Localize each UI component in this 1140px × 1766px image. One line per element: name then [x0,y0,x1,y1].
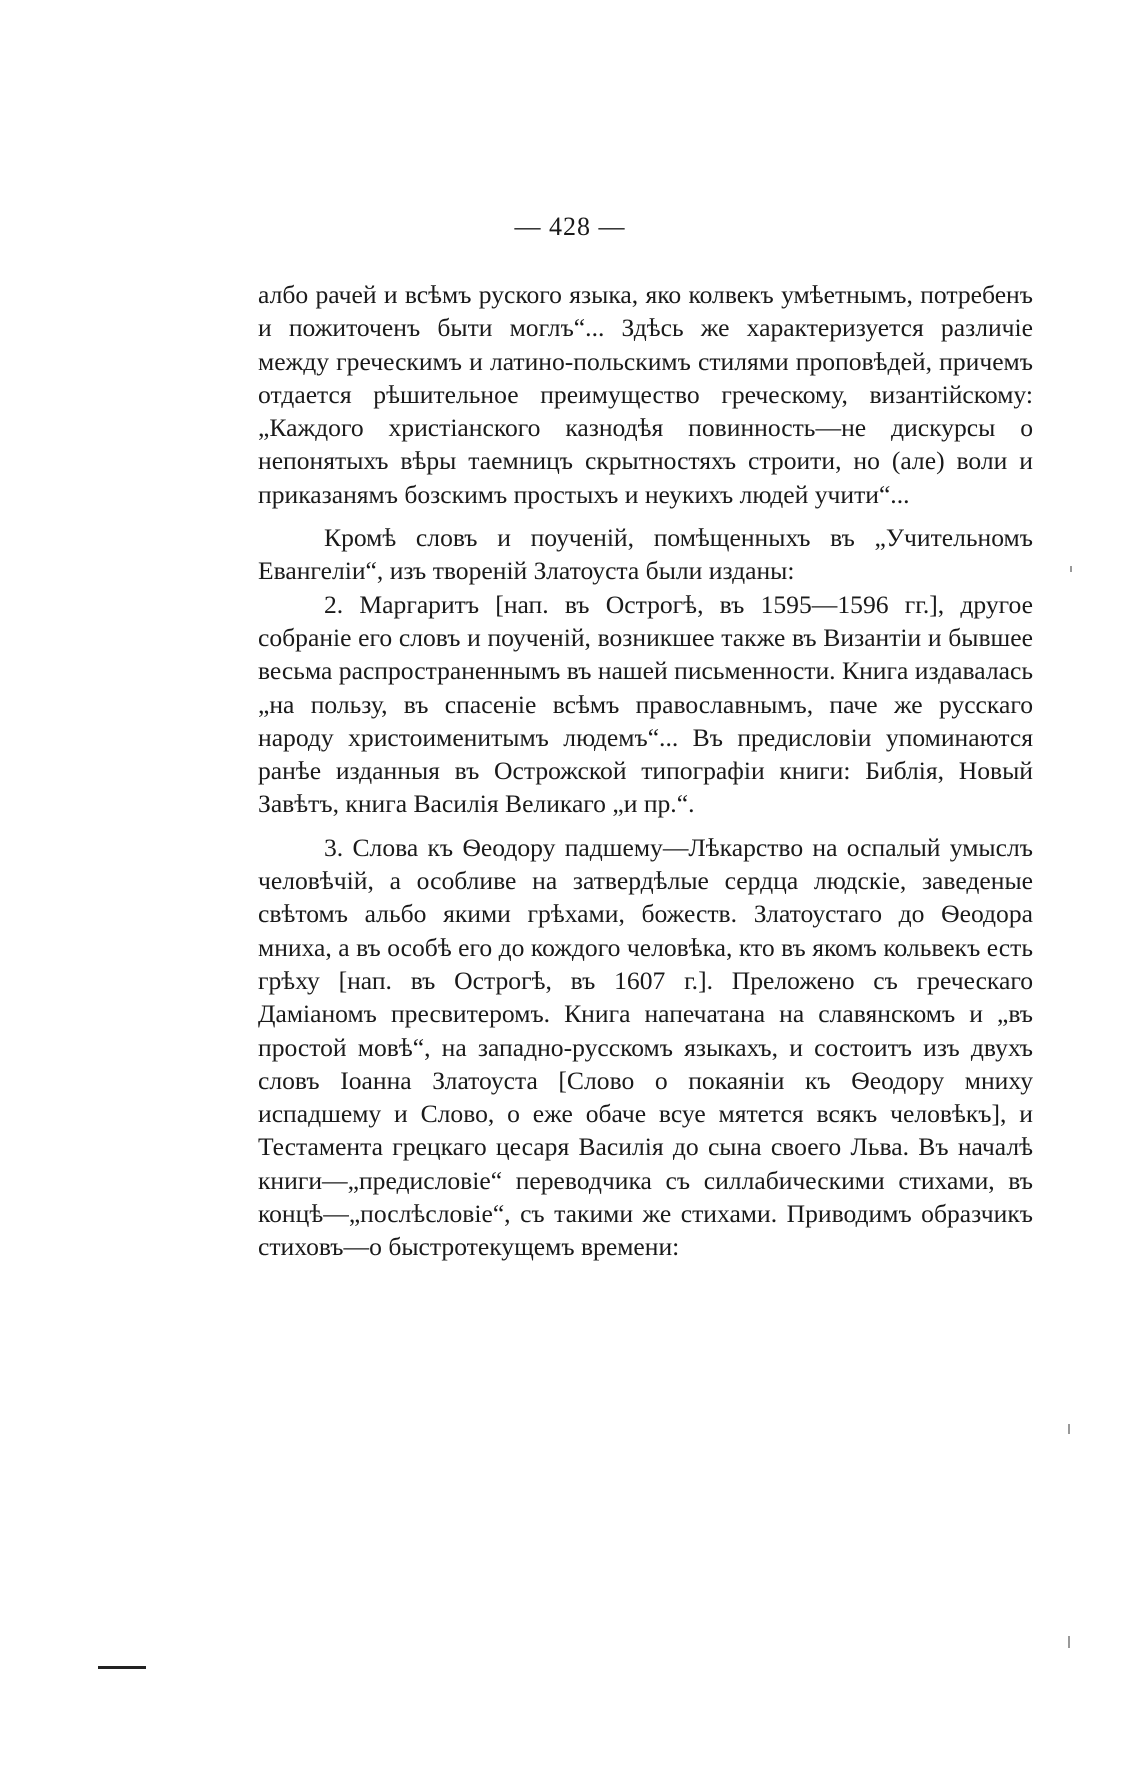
margin-rule-mark [98,1666,146,1669]
paragraph: 2. Маргаритъ [нап. въ Острогѣ, въ 1595—1596 гг.], другое собраніе его словъ и поученій, возникшее также въ Византіи и бывшее весьма распространеннымъ въ нашей письменности. Книга издавалась „на пользу, въ спасеніе всѣмъ православнымъ, паче же русскаго народу христоименитымъ людемъ“... Въ предисловіи упоминаются ранѣе изданныя въ Острожской типографіи книги: Библія, Новый Завѣтъ, книга Василія Великаго „и пр.“. [258,589,1033,819]
paragraph: албо рачей и всѣмъ руского языка, яко колвекъ умѣетнымъ, потребенъ и пожиточенъ быти моглъ“... Здѣсь же характеризуется различіе между греческимъ и латино-польскимъ стилями проповѣдей, причемъ отдается рѣшительное преимущество греческому, византійскому: „Каждого христіанского казнодѣя повинность—не дискурсы о непонятыхъ вѣры таемницъ скрытностяхъ строити, но (але) воли и приказанямъ бозскимъ простыхъ и неукихъ людей учити“... [258,280,1033,509]
margin-speck [1068,1636,1070,1648]
margin-speck [1068,1424,1070,1434]
margin-speck [1070,566,1072,572]
paragraph: 3. Слова къ Ѳеодору падшему—Лѣкарство на оспалый умыслъ человѣчій, а особливе на затвердѣлые сердца людскіе, заведеные свѣтомъ альбо якими грѣхами, божеств. Златоустаго до Ѳеодора мниха, а въ особѣ его до кождого человѣка, кто въ якомъ кольвекъ есть грѣху [нап. въ Острогѣ, въ 1607 г.]. Преложено съ греческаго Даміаномъ пресвитеромъ. Книга напечатана на славянскомъ и „въ простой мовѣ“, на западно-русскомъ языкахъ, и состоитъ изъ двухъ словъ Іоанна Златоуста [Слово о покаяніи къ Ѳеодору мниху испадшему и Слово, о еже обаче всуе мятется всякъ человѣкъ], и Тестамента грецкаго цесаря Василія до сына своего Льва. Въ началѣ книги—„предисловіе“ переводчика съ силлабическими стихами, въ концѣ—„послѣсловіе“, съ такими же стихами. Приводимъ образчикъ стиховъ—о быстротекущемъ времени: [258,832,1033,1262]
paragraph: Кромѣ словъ и поученій, помѣщенныхъ въ „Учительномъ Евангеліи“, изъ твореній Златоуста были изданы: [258,523,1033,586]
body-text [258,278,1033,1264]
page-number: — 428 — [514,212,626,241]
